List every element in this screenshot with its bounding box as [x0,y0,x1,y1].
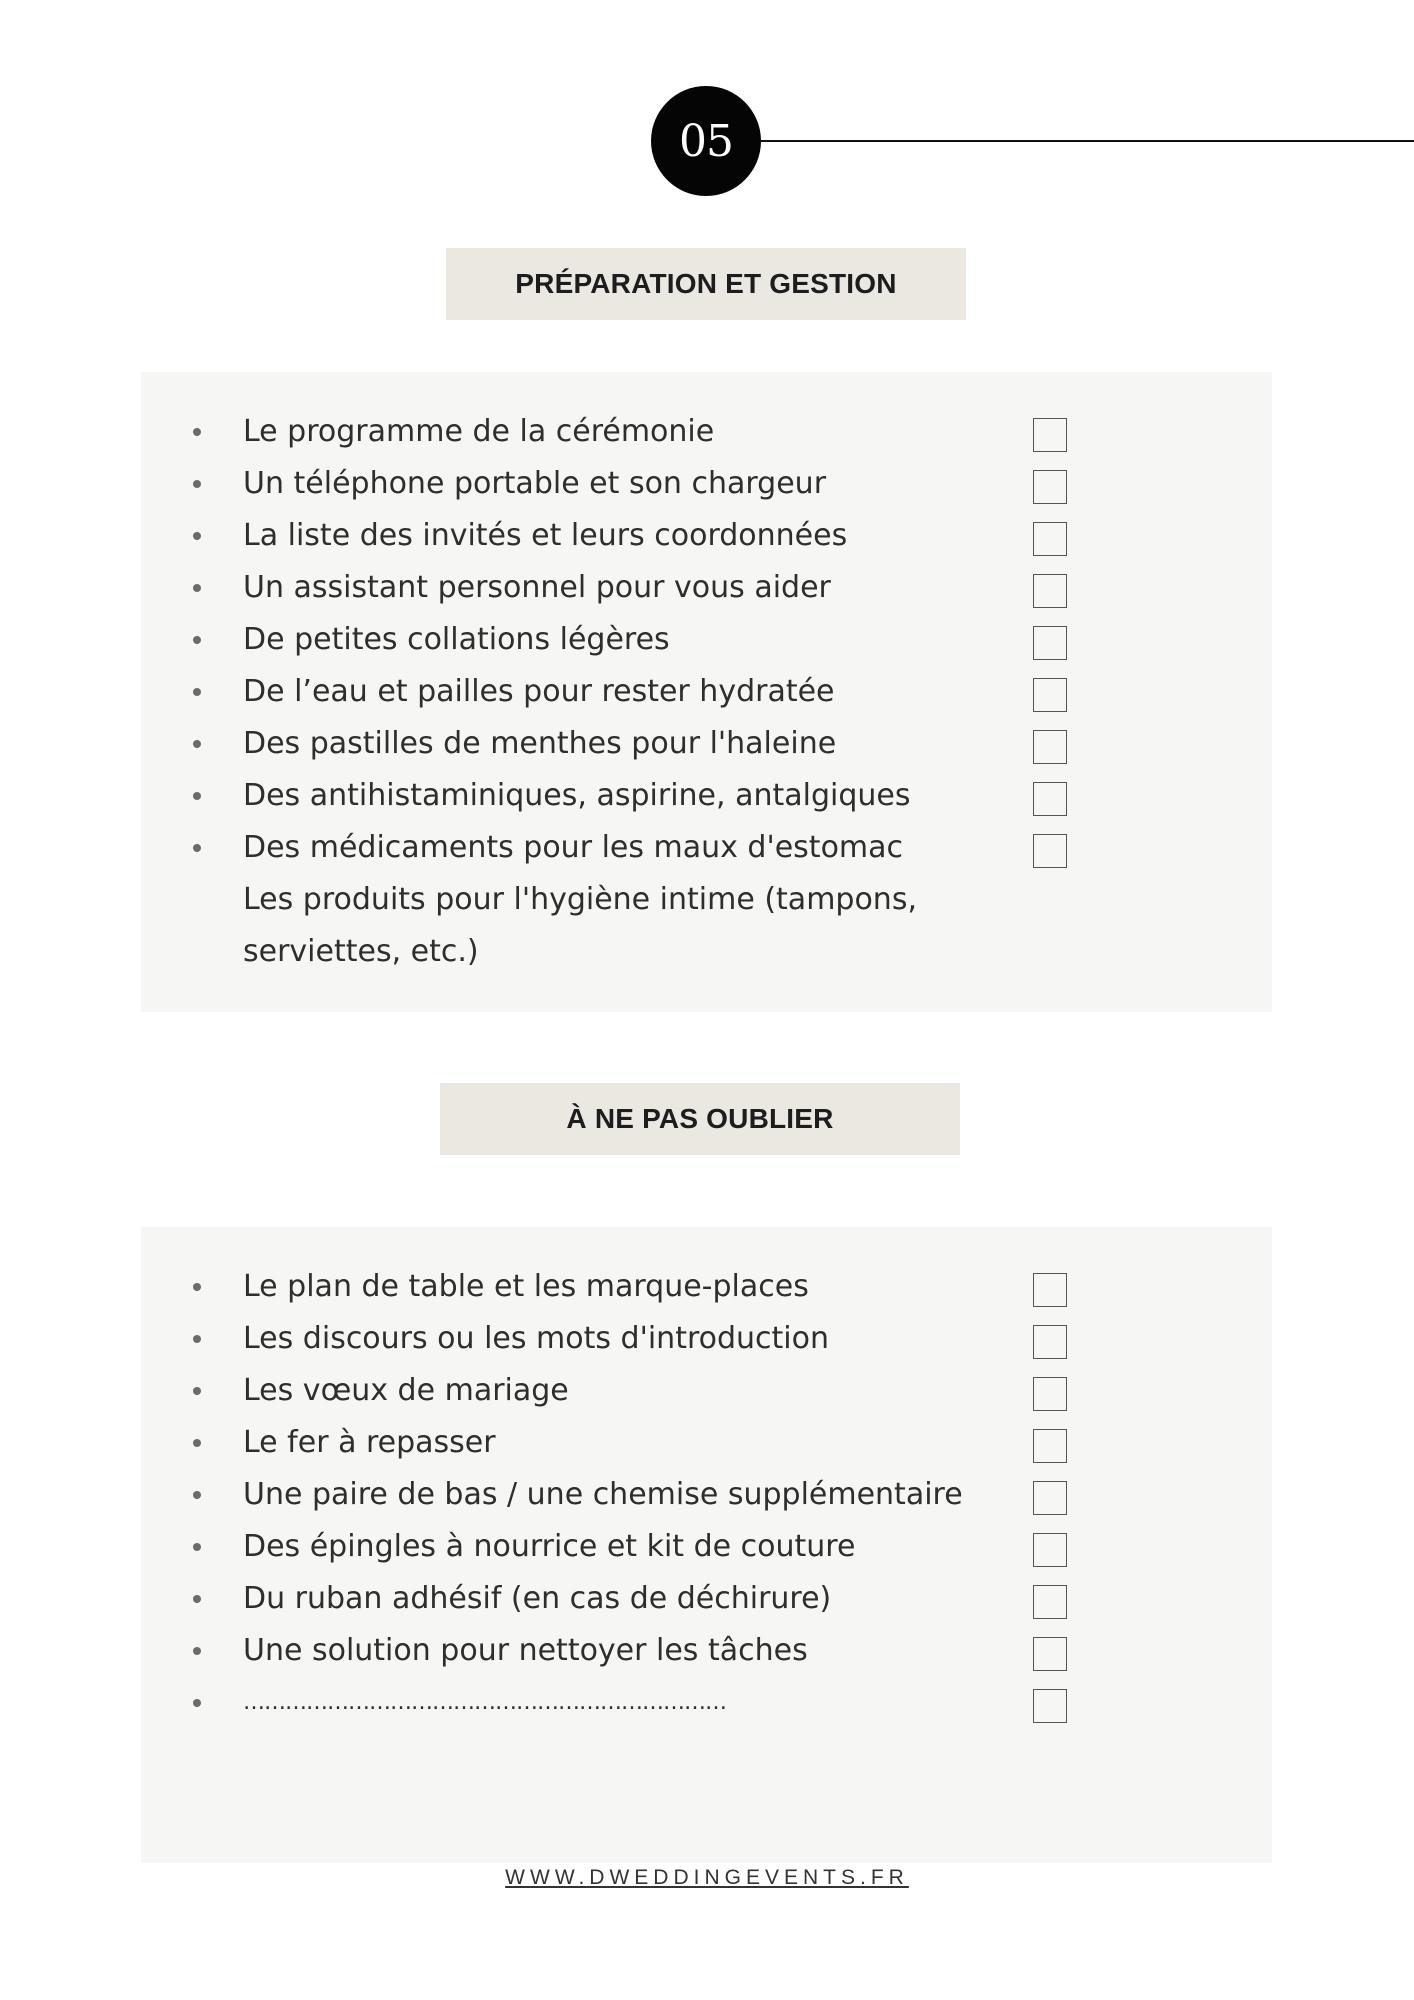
list-item [141,666,1272,718]
bullet-icon [193,1491,201,1499]
checkbox[interactable] [1033,1273,1067,1307]
list-item [141,1677,1272,1729]
list-item [141,458,1272,510]
item-label: Des antihistaminiques, aspirine, antalgiques [243,778,911,813]
item-label: Les discours ou les mots d'introduction [243,1321,829,1356]
item-label: De petites collations légères [243,622,670,657]
item-label: La liste des invités et leurs coordonnées [243,518,848,553]
bullet-icon [193,1283,201,1291]
list-item [141,1365,1272,1417]
item-label-continued: serviettes, etc.) [243,934,479,969]
header-divider [760,140,1414,142]
item-label-continued: Les produits pour l'hygiène intime (tampons, [243,882,917,917]
checkbox[interactable] [1033,626,1067,660]
bullet-icon [193,1595,201,1603]
checkbox[interactable] [1033,1377,1067,1411]
list-item [141,1313,1272,1365]
item-label: Le plan de table et les marque-places [243,1269,809,1304]
checkbox[interactable] [1033,1689,1067,1723]
bullet-icon [193,636,201,644]
bullet-icon [193,584,201,592]
bullet-icon [193,1699,201,1707]
checkbox[interactable] [1033,834,1067,868]
item-label: Un assistant personnel pour vous aider [243,570,831,605]
checkbox[interactable] [1033,1637,1067,1671]
list-item [141,1573,1272,1625]
checkbox[interactable] [1033,574,1067,608]
checklist-panel-preparation [141,372,1272,1012]
blank-fill-line: …………………………………………………………… [243,1690,726,1715]
section-title-preparation: PRÉPARATION ET GESTION [446,248,966,320]
checkbox[interactable] [1033,1325,1067,1359]
bullet-icon [193,532,201,540]
list-item [141,406,1272,458]
list-item [141,1521,1272,1573]
list-item [141,1469,1272,1521]
checkbox[interactable] [1033,1533,1067,1567]
item-label: De l’eau et pailles pour rester hydratée [243,674,835,709]
bullet-icon [193,740,201,748]
checkbox[interactable] [1033,1481,1067,1515]
item-label: Les vœux de mariage [243,1373,569,1408]
bullet-icon [193,1387,201,1395]
checklist-panel-reminders [141,1227,1272,1863]
checkbox[interactable] [1033,1585,1067,1619]
list-item [141,718,1272,770]
item-label: Le fer à repasser [243,1425,496,1460]
list-item [141,822,1272,874]
bullet-icon [193,1439,201,1447]
page-number-badge: 05 [651,86,761,196]
section-title-reminders: À NE PAS OUBLIER [440,1083,960,1155]
checkbox[interactable] [1033,1429,1067,1463]
website-link[interactable]: WWW.DWEDDINGEVENTS.FR [505,1866,909,1889]
bullet-icon [193,428,201,436]
list-item [141,510,1272,562]
item-label: Le programme de la cérémonie [243,414,715,449]
checkbox[interactable] [1033,522,1067,556]
list-item [141,1625,1272,1677]
list-item [141,770,1272,822]
bullet-icon [193,1647,201,1655]
list-item [141,562,1272,614]
list-item [141,614,1272,666]
list-item [141,1417,1272,1469]
bullet-icon [193,792,201,800]
item-label: Un téléphone portable et son chargeur [243,466,827,501]
item-label: Des pastilles de menthes pour l'haleine [243,726,837,761]
bullet-icon [193,688,201,696]
item-label: Une solution pour nettoyer les tâches [243,1633,808,1668]
bullet-icon [193,1543,201,1551]
checkbox[interactable] [1033,730,1067,764]
bullet-icon [193,844,201,852]
item-label: Des médicaments pour les maux d'estomac [243,830,904,865]
checkbox[interactable] [1033,678,1067,712]
bullet-icon [193,480,201,488]
list-item [141,1261,1272,1313]
item-label: Des épingles à nourrice et kit de couture [243,1529,856,1564]
item-label: Une paire de bas / une chemise supplémentaire [243,1477,963,1512]
checkbox[interactable] [1033,470,1067,504]
checkbox[interactable] [1033,418,1067,452]
checkbox[interactable] [1033,782,1067,816]
bullet-icon [193,1335,201,1343]
item-label: Du ruban adhésif (en cas de déchirure) [243,1581,832,1616]
